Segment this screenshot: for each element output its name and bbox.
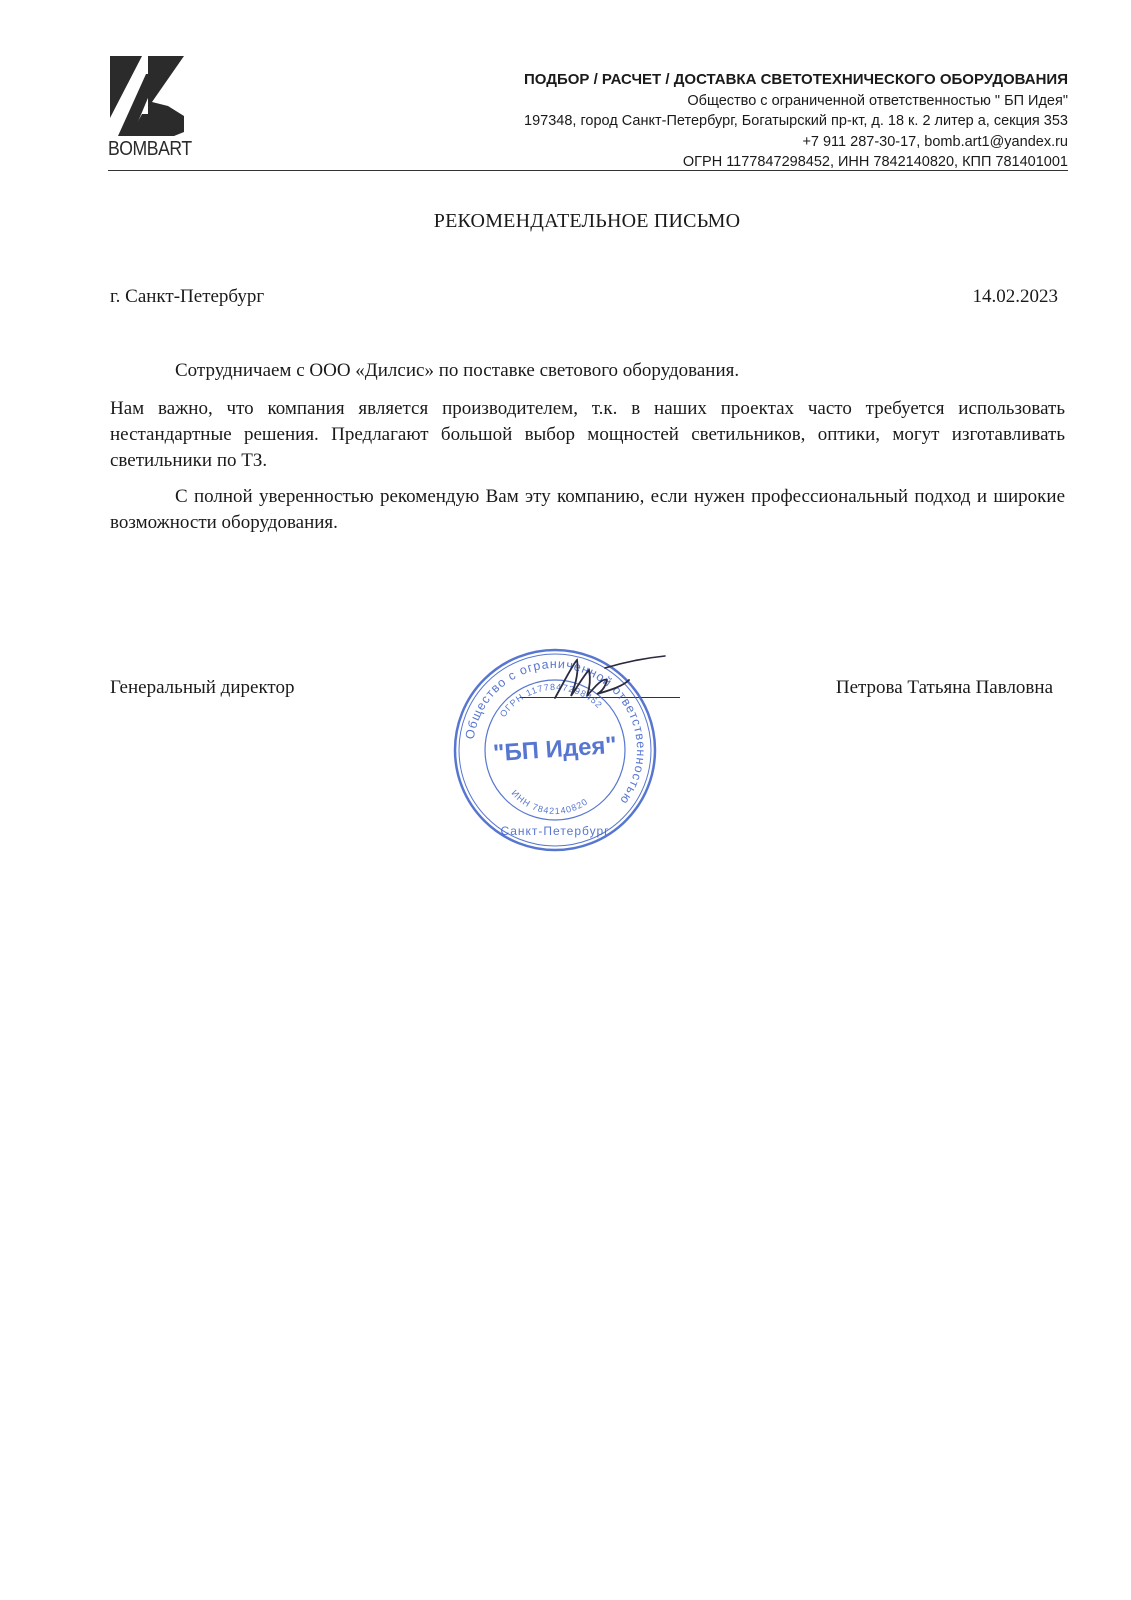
stamp-ogrn-text: ОГРН 1177847298452 — [497, 681, 605, 719]
stamp-center-text: "БП Идея" — [492, 731, 618, 768]
handwritten-signature-icon — [545, 650, 680, 710]
company-address: 197348, город Санкт-Петербург, Богатырский пр-кт, д. 18 к. 2 литер а, секция 353 — [524, 113, 1068, 129]
body-paragraph-2: Нам важно, что компания является производителем, т.к. в наших проектах часто требуется использовать нестандартные решения. Предлагают большой выбор мощностей светильников, оптики, могут изготавливать светильники по ТЗ. — [110, 398, 1065, 471]
signer-name: Петрова Татьяна Павловна — [835, 677, 1053, 698]
body-paragraph-3: С полной уверенностью рекомендую Вам эту компанию, если нужен профессиональный подход и широкие возможности оборудования. — [110, 486, 1065, 533]
stamp-outer-text: Общество с ограниченной ответственностью — [462, 656, 649, 808]
company-contacts: +7 911 287-30-17, bomb.art1@yandex.ru — [802, 133, 1068, 150]
logo-wordmark: BOMBART — [108, 138, 192, 160]
letter-title: РЕКОМЕНДАТЕЛЬНОЕ ПИСЬМО — [433, 210, 741, 232]
letter-date: 14.02.2023 — [972, 286, 1058, 307]
bombart-logo — [108, 56, 198, 164]
company-name: Общество с ограниченной ответственностью " БП Идея" — [687, 92, 1068, 109]
body-paragraph-1: Сотрудничаем с ООО «Дилсис» по поставке светового оборудования. — [175, 360, 740, 381]
company-registry: ОГРН 1177847298452, ИНН 7842140820, КПП 781401001 — [682, 154, 1068, 170]
letter-city: г. Санкт-Петербург — [110, 286, 265, 307]
signer-position: Генеральный директор — [110, 677, 295, 698]
stamp-city-text: Санкт-Петербург — [500, 824, 610, 838]
company-tagline: ПОДБОР / РАСЧЕТ / ДОСТАВКА СВЕТОТЕХНИЧЕСКОГО ОБОРУДОВАНИЯ — [524, 71, 1068, 88]
letterhead-details — [268, 70, 1068, 173]
stamp-inn-text: ИНН 7842140820 — [509, 787, 590, 817]
header-divider — [108, 170, 1068, 171]
bombart-logo-mark-icon — [108, 56, 188, 136]
